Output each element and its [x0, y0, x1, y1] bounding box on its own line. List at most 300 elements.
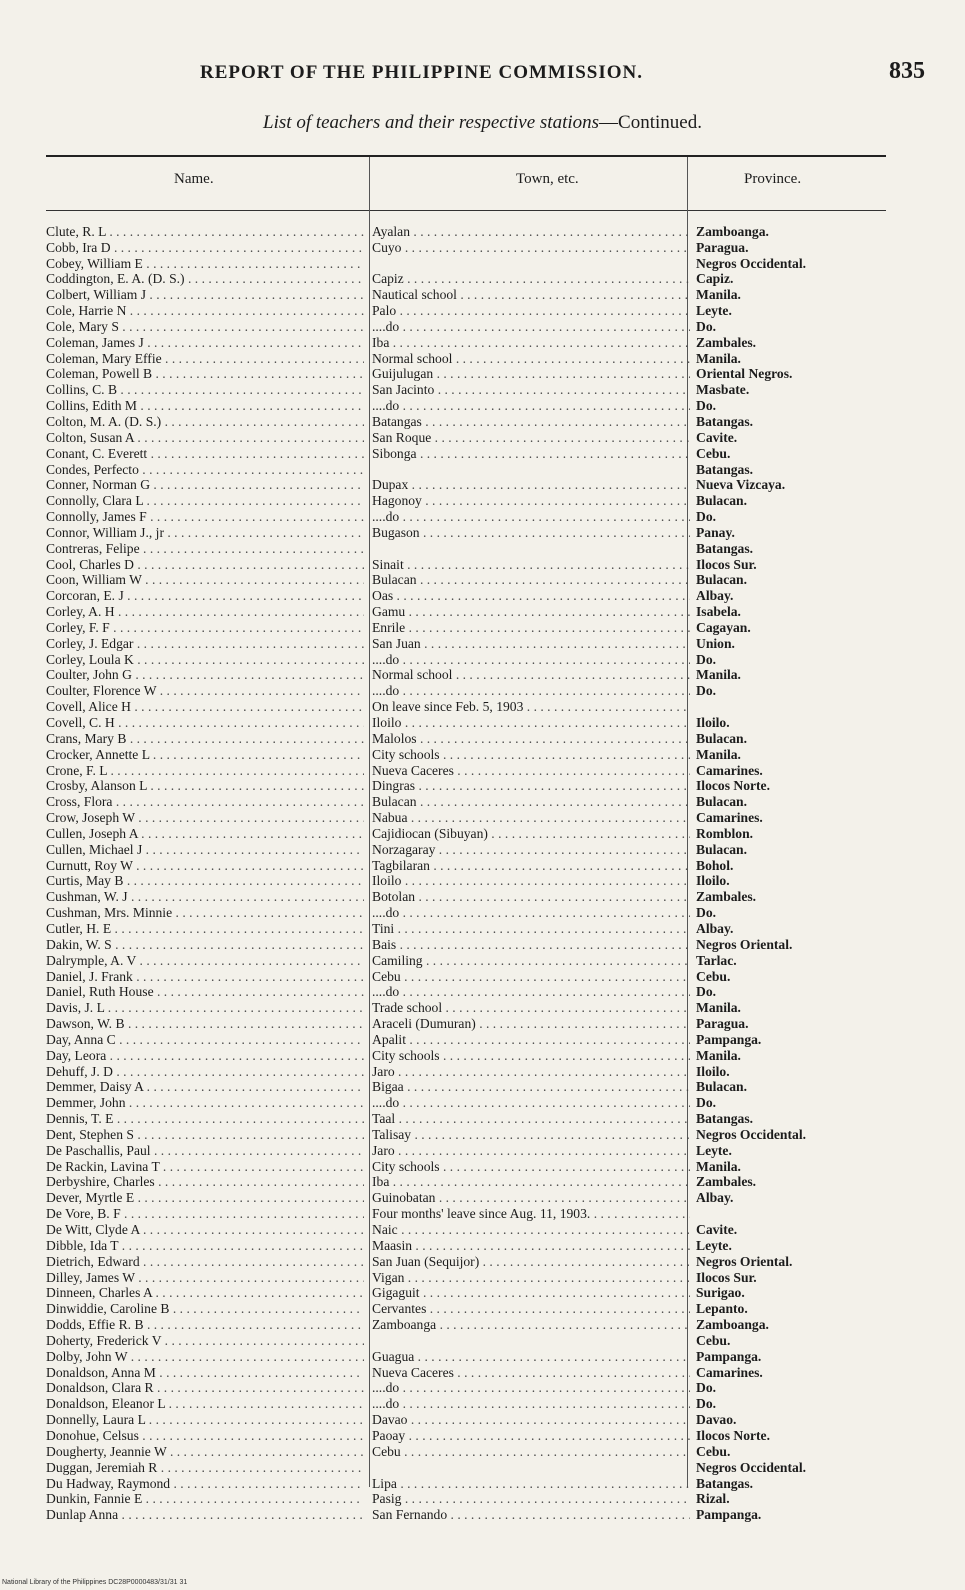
province-cell — [690, 1033, 886, 1047]
teacher-name-cell — [46, 589, 364, 603]
province-cell — [690, 415, 886, 429]
province-cell — [690, 605, 886, 619]
town-cell-text: ....do . . . — [372, 684, 690, 698]
table-row — [46, 714, 886, 730]
table-row — [46, 477, 886, 493]
table-row — [46, 223, 886, 239]
teacher-name-cell-text: Daniel, Ruth House . . . — [46, 985, 364, 999]
town-cell — [364, 1445, 690, 1459]
teacher-name-cell — [46, 1017, 364, 1031]
province-cell-text: Manila. — [696, 351, 741, 366]
teacher-name-cell-text: Cushman, W. J . . . — [46, 890, 364, 904]
province-cell — [690, 1302, 886, 1316]
town-cell — [364, 478, 690, 492]
teacher-name-cell — [46, 1413, 364, 1427]
teacher-name-cell-text: Colton, M. A. (D. S.) . . . — [46, 415, 364, 429]
table-row — [46, 999, 886, 1015]
province-cell-text: Manila. — [696, 288, 741, 303]
teacher-name-cell — [46, 621, 364, 635]
town-cell-text: Jaro . . . — [372, 1065, 690, 1079]
town-cell — [364, 1207, 690, 1221]
province-cell-text: Zambales. — [696, 890, 757, 905]
province-cell — [690, 1508, 886, 1522]
table-row — [46, 1269, 886, 1285]
province-cell — [690, 589, 886, 603]
province-cell-text: Panay. — [696, 525, 735, 540]
teacher-name-cell — [46, 415, 364, 429]
town-cell — [364, 367, 690, 381]
town-cell-text: City schools . . . — [372, 748, 690, 762]
town-cell-text: Iloilo . . . — [372, 716, 690, 730]
table-row — [46, 1411, 886, 1427]
town-cell — [364, 890, 690, 904]
town-cell-text: San Jacinto . . . — [372, 383, 690, 397]
province-cell-text: Zambales. — [696, 335, 757, 350]
town-cell — [364, 336, 690, 350]
table-header-rule — [46, 210, 886, 211]
teacher-name-cell-text: Donaldson, Clara R . . . — [46, 1381, 364, 1395]
province-cell-text: Ilocos Norte. — [696, 1428, 770, 1443]
table-header-row — [46, 157, 886, 210]
table-row — [46, 920, 886, 936]
province-cell-text: Zamboanga. — [696, 1318, 769, 1333]
teacher-name-cell-text: Condes, Perfecto . . . — [46, 463, 364, 477]
teacher-name-cell-text: Dilley, James W . . . — [46, 1271, 364, 1285]
teacher-name-cell-text: Coon, William W . . . — [46, 573, 364, 587]
teacher-name-cell-text: Donnelly, Laura L . . . — [46, 1413, 364, 1427]
town-cell-text: Camiling . . . — [372, 954, 690, 968]
table-row — [46, 1015, 886, 1031]
town-cell — [364, 1175, 690, 1189]
town-cell — [364, 859, 690, 873]
table-row — [46, 793, 886, 809]
teacher-name-cell-text: Crosby, Alanson L . . . — [46, 779, 364, 793]
province-cell — [690, 1381, 886, 1395]
province-cell-text: Pampanga. — [696, 1349, 762, 1364]
table-row — [46, 1174, 886, 1190]
teacher-name-cell — [46, 1334, 364, 1348]
province-cell-text: Cebu. — [696, 1333, 731, 1348]
table-row — [46, 1094, 886, 1110]
province-cell-text: Ilocos Sur. — [696, 1270, 757, 1285]
town-cell — [364, 1017, 690, 1031]
town-cell — [364, 1255, 690, 1269]
teacher-name-cell-text: Corley, J. Edgar . . . — [46, 637, 364, 651]
table-caption-continued: —Continued. — [599, 112, 702, 133]
province-cell — [690, 558, 886, 572]
teacher-name-cell-text: Corley, F. F . . . — [46, 621, 364, 635]
province-cell-text: Negros Occidental. — [696, 256, 806, 271]
town-cell-text: Trade school . . . — [372, 1001, 690, 1015]
table-row — [46, 1395, 886, 1411]
teacher-name-cell-text: De Rackin, Lavina T . . . — [46, 1160, 364, 1174]
province-cell-text: Camarines. — [696, 1365, 763, 1380]
province-cell-text: Do. — [696, 399, 717, 414]
province-cell — [690, 1096, 886, 1110]
teacher-name-cell — [46, 874, 364, 888]
town-cell — [364, 653, 690, 667]
table-row — [46, 350, 886, 366]
table-caption-italic: List of teachers and their respective stations — [263, 112, 600, 133]
province-cell — [690, 859, 886, 873]
town-cell-text: Nueva Caceres . . . — [372, 1366, 690, 1380]
teacher-name-cell-text: Derbyshire, Charles . . . — [46, 1175, 364, 1189]
province-cell — [690, 447, 886, 461]
province-cell — [690, 383, 886, 397]
province-cell — [690, 478, 886, 492]
teacher-name-cell — [46, 336, 364, 350]
province-cell-text: Do. — [696, 684, 717, 699]
teacher-name-cell — [46, 399, 364, 413]
table-row — [46, 698, 886, 714]
town-cell — [364, 1492, 690, 1506]
town-cell — [364, 922, 690, 936]
town-cell — [364, 1366, 690, 1380]
town-cell — [364, 684, 690, 698]
province-cell — [690, 890, 886, 904]
province-cell-text: Leyte. — [696, 1238, 732, 1253]
table-row — [46, 461, 886, 477]
province-cell-text: Masbate. — [696, 383, 750, 398]
town-cell-text: Tini . . . — [372, 922, 690, 936]
town-cell — [364, 732, 690, 746]
province-cell — [690, 336, 886, 350]
province-cell — [690, 494, 886, 508]
province-cell-text: Cebu. — [696, 1444, 731, 1459]
teacher-name-cell-text: Curtis, May B . . . — [46, 874, 364, 888]
teacher-name-cell-text: Conant, C. Everett . . . — [46, 447, 364, 461]
table-row — [46, 1491, 886, 1507]
teacher-name-cell-text: Coddington, E. A. (D. S.) . . . — [46, 272, 364, 286]
table-row — [46, 1300, 886, 1316]
province-cell-text: Zambales. — [696, 1175, 757, 1190]
town-cell — [364, 985, 690, 999]
town-cell-text: San Roque . . . — [372, 431, 690, 445]
teacher-name-cell-text: Dietrich, Edward . . . — [46, 1255, 364, 1269]
teacher-name-cell — [46, 1223, 364, 1237]
province-cell — [690, 1144, 886, 1158]
running-title: REPORT OF THE PHILIPPINE COMMISSION. — [200, 62, 644, 83]
teacher-name-cell — [46, 716, 364, 730]
table-row — [46, 952, 886, 968]
town-cell-text: Capiz . . . — [372, 272, 690, 286]
table-row — [46, 778, 886, 794]
town-cell-text: Araceli (Dumuran) . . . — [372, 1017, 690, 1031]
province-cell-text: Do. — [696, 1381, 717, 1396]
teacher-name-cell-text: Covell, Alice H . . . — [46, 700, 364, 714]
province-cell-text: Cavite. — [696, 430, 738, 445]
province-cell — [690, 938, 886, 952]
table-row — [46, 286, 886, 302]
town-cell-text: ....do . . . — [372, 1381, 690, 1395]
province-cell-text: Cavite. — [696, 1223, 738, 1237]
teacher-name-cell — [46, 764, 364, 778]
town-cell-text: ....do . . . — [372, 510, 690, 524]
table-row — [46, 603, 886, 619]
town-cell — [364, 1128, 690, 1142]
teacher-name-cell — [46, 478, 364, 492]
teacher-name-cell — [46, 653, 364, 667]
province-cell-text: Union. — [696, 636, 735, 651]
town-cell-text: San Fernando . . . — [372, 1508, 690, 1522]
province-cell-text: Do. — [696, 510, 717, 525]
province-cell-text: Lepanto. — [696, 1302, 748, 1317]
teacher-name-cell — [46, 1239, 364, 1253]
province-cell-text: Batangas. — [696, 1112, 754, 1127]
town-cell — [364, 304, 690, 318]
teacher-name-cell-text: Connolly, James F . . . — [46, 510, 364, 524]
town-cell — [364, 272, 690, 286]
teacher-name-cell — [46, 1160, 364, 1174]
town-cell-text: On leave since Feb. 5, 1903 . . . — [372, 700, 690, 714]
province-cell — [690, 1334, 886, 1348]
teacher-name-cell-text: Corcoran, E. J . . . — [46, 589, 364, 603]
province-cell-text: Zamboanga. — [696, 224, 769, 239]
table-row — [46, 445, 886, 461]
table-row — [46, 1063, 886, 1079]
province-cell — [690, 1128, 886, 1142]
town-cell — [364, 954, 690, 968]
teacher-name-cell-text: Davis, J. L . . . — [46, 1001, 364, 1015]
table-row — [46, 239, 886, 255]
province-cell — [690, 906, 886, 920]
province-cell — [690, 1080, 886, 1094]
town-cell-text: Gigaguit . . . — [372, 1286, 690, 1300]
town-cell — [364, 352, 690, 366]
province-cell-text: Ilocos Norte. — [696, 779, 770, 794]
teacher-name-cell — [46, 558, 364, 572]
table-row — [46, 1126, 886, 1142]
column-header-town: Town, etc. — [516, 171, 579, 187]
province-cell-text: Batangas. — [696, 541, 754, 556]
town-cell — [364, 874, 690, 888]
teacher-name-cell-text: Cullen, Michael J . . . — [46, 843, 364, 857]
town-cell — [364, 621, 690, 635]
province-cell — [690, 1286, 886, 1300]
teacher-name-cell-text: Cross, Flora . . . — [46, 795, 364, 809]
province-cell-text: Iloilo. — [696, 874, 730, 889]
table-row — [46, 492, 886, 508]
teacher-name-cell-text: Crone, F. L . . . — [46, 764, 364, 778]
town-cell — [364, 1049, 690, 1063]
province-cell-text: Do. — [696, 906, 717, 921]
town-cell — [364, 288, 690, 302]
province-cell-text: Bulacan. — [696, 795, 747, 810]
town-cell-text: Iba . . . — [372, 1175, 690, 1189]
town-cell-text: Bais . . . — [372, 938, 690, 952]
province-cell — [690, 1271, 886, 1285]
province-cell-text: Negros Occidental. — [696, 1460, 806, 1475]
town-cell-text: Enrile . . . — [372, 621, 690, 635]
province-cell-text: Bulacan. — [696, 731, 747, 746]
town-cell-text: Taal . . . — [372, 1112, 690, 1126]
teacher-name-cell — [46, 320, 364, 334]
province-cell — [690, 1461, 886, 1475]
town-cell-text: Naic . . . — [372, 1223, 690, 1237]
town-cell — [364, 1286, 690, 1300]
province-cell-text: Paragua. — [696, 1017, 749, 1032]
province-cell-text: Negros Oriental. — [696, 1254, 793, 1269]
teacher-name-cell — [46, 447, 364, 461]
teacher-name-cell-text: Donaldson, Anna M . . . — [46, 1366, 364, 1380]
province-cell-text: Bulacan. — [696, 494, 747, 509]
town-cell-text: Jaro . . . — [372, 1144, 690, 1158]
teacher-name-cell-text: Connolly, Clara L . . . — [46, 494, 364, 508]
town-cell-text: Dingras . . . — [372, 779, 690, 793]
teacher-name-cell-text: Covell, C. H . . . — [46, 716, 364, 730]
table-row — [46, 746, 886, 762]
province-cell — [690, 922, 886, 936]
town-cell-text: Talisay . . . — [372, 1128, 690, 1142]
town-cell-text: Vigan . . . — [372, 1271, 690, 1285]
province-cell-text: Do. — [696, 652, 717, 667]
province-cell — [690, 653, 886, 667]
teacher-name-cell-text: Collins, C. B . . . — [46, 383, 364, 397]
province-cell — [690, 779, 886, 793]
table-row — [46, 397, 886, 413]
town-cell — [364, 843, 690, 857]
province-cell-text: Isabela. — [696, 605, 741, 620]
town-cell — [364, 320, 690, 334]
table-row — [46, 968, 886, 984]
province-cell-text: Leyte. — [696, 304, 732, 319]
town-cell — [364, 415, 690, 429]
town-cell-text: Malolos . . . — [372, 732, 690, 746]
teacher-name-cell-text: Daniel, J. Frank . . . — [46, 970, 364, 984]
town-cell — [364, 1508, 690, 1522]
province-cell — [690, 764, 886, 778]
province-cell — [690, 1350, 886, 1364]
table-row — [46, 667, 886, 683]
town-cell — [364, 494, 690, 508]
town-cell — [364, 700, 690, 714]
province-cell — [690, 304, 886, 318]
teacher-name-cell — [46, 1477, 364, 1491]
teacher-name-cell-text: Dinwiddie, Caroline B . . . — [46, 1302, 364, 1316]
province-cell-text: Pampanga. — [696, 1032, 762, 1047]
town-cell-text: Cebu . . . — [372, 970, 690, 984]
teacher-name-cell — [46, 748, 364, 762]
province-cell — [690, 1255, 886, 1269]
province-cell — [690, 1049, 886, 1063]
table-row — [46, 1031, 886, 1047]
teacher-name-cell-text: Dalrymple, A. V . . . — [46, 954, 364, 968]
teacher-name-cell-text: Dent, Stephen S . . . — [46, 1128, 364, 1142]
town-cell-text: Apalit . . . — [372, 1033, 690, 1047]
province-cell — [690, 225, 886, 239]
town-cell-text: ....do . . . — [372, 1397, 690, 1411]
town-cell — [364, 906, 690, 920]
table-row — [46, 809, 886, 825]
teacher-name-cell-text: Day, Leora . . . — [46, 1049, 364, 1063]
teacher-name-cell — [46, 1255, 364, 1269]
town-cell — [364, 1397, 690, 1411]
town-cell — [364, 383, 690, 397]
province-cell-text: Camarines. — [696, 811, 763, 826]
town-cell-text: ....do . . . — [372, 653, 690, 667]
province-cell — [690, 748, 886, 762]
teacher-name-cell — [46, 494, 364, 508]
province-cell-text: Romblon. — [696, 826, 754, 841]
teacher-name-cell-text: De Witt, Clyde A . . . — [46, 1223, 364, 1237]
town-cell-text: Lipa . . . — [372, 1477, 690, 1491]
teacher-name-cell — [46, 304, 364, 318]
teacher-name-cell — [46, 1001, 364, 1015]
table-row — [46, 619, 886, 635]
table-row — [46, 682, 886, 698]
town-cell-text: Cebu . . . — [372, 1445, 690, 1459]
province-cell-text: Batangas. — [696, 462, 754, 477]
town-cell — [364, 526, 690, 540]
teacher-name-cell-text: Duggan, Jeremiah R . . . — [46, 1461, 364, 1475]
table-row — [46, 318, 886, 334]
town-cell-text: Gamu . . . — [372, 605, 690, 619]
table-row — [46, 524, 886, 540]
table-row — [46, 1237, 886, 1253]
teacher-name-cell-text: Cutler, H. E . . . — [46, 922, 364, 936]
town-cell-text: Zamboanga . . . — [372, 1318, 690, 1332]
town-cell — [364, 1144, 690, 1158]
town-cell-text: San Juan . . . — [372, 637, 690, 651]
teacher-name-cell — [46, 779, 364, 793]
teacher-name-cell-text: Dennis, T. E . . . — [46, 1112, 364, 1126]
town-cell — [364, 558, 690, 572]
town-cell-text: Bigaa . . . — [372, 1080, 690, 1094]
table-row — [46, 651, 886, 667]
teacher-name-cell — [46, 970, 364, 984]
province-cell-text: Batangas. — [696, 414, 754, 429]
teacher-name-cell-text: Colbert, William J . . . — [46, 288, 364, 302]
teacher-name-cell — [46, 684, 364, 698]
teacher-name-cell-text: Donaldson, Eleanor L . . . — [46, 1397, 364, 1411]
teacher-name-cell-text: Colton, Susan A . . . — [46, 431, 364, 445]
teacher-name-cell — [46, 1175, 364, 1189]
province-cell — [690, 352, 886, 366]
teacher-name-cell — [46, 922, 364, 936]
province-cell-text: Cebu. — [696, 969, 731, 984]
town-cell-text: Cervantes . . . — [372, 1302, 690, 1316]
table-row — [46, 1253, 886, 1269]
teacher-name-cell-text: Cobey, William E . . . — [46, 257, 364, 271]
town-cell-text: Cajidiocan (Sibuyan) . . . — [372, 827, 690, 841]
teacher-name-cell — [46, 288, 364, 302]
province-cell — [690, 827, 886, 841]
town-cell-text: ....do . . . — [372, 1096, 690, 1110]
town-cell — [364, 1080, 690, 1094]
teacher-name-cell-text: Clute, R. L . . . — [46, 225, 364, 239]
table-row — [46, 255, 886, 271]
teacher-name-cell-text: Cushman, Mrs. Minnie . . . — [46, 906, 364, 920]
province-cell-text: Do. — [696, 1096, 717, 1111]
province-cell — [690, 716, 886, 730]
province-cell — [690, 970, 886, 984]
province-cell-text: Iloilo. — [696, 1064, 730, 1079]
table-row — [46, 1380, 886, 1396]
town-cell-text: Davao . . . — [372, 1413, 690, 1427]
teacher-name-cell — [46, 1302, 364, 1316]
province-cell — [690, 1397, 886, 1411]
teacher-name-cell-text: Dolby, John W . . . — [46, 1350, 364, 1364]
province-cell — [690, 399, 886, 413]
province-cell-text: Cagayan. — [696, 620, 751, 635]
teacher-name-cell-text: Donohue, Celsus . . . — [46, 1429, 364, 1443]
teacher-name-cell-text: Crocker, Annette L . . . — [46, 748, 364, 762]
province-cell — [690, 288, 886, 302]
table-row — [46, 1332, 886, 1348]
teacher-name-cell-text: Crow, Joseph W . . . — [46, 811, 364, 825]
teacher-name-cell-text: Dibble, Ida T . . . — [46, 1239, 364, 1253]
town-cell — [364, 1096, 690, 1110]
